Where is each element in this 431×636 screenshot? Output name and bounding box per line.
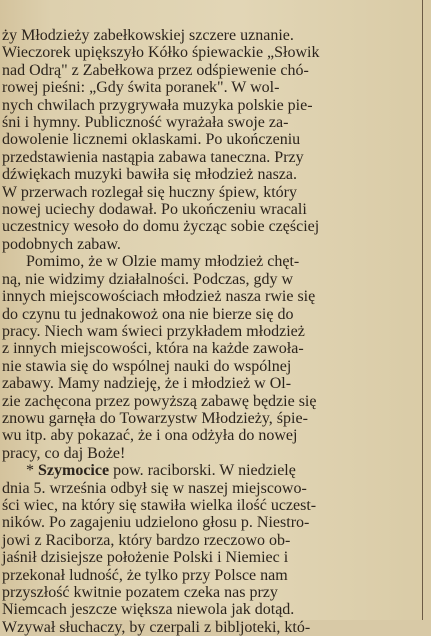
text-line: śni i hymny. Publiczność wyrażała swoje za- bbox=[2, 114, 289, 132]
text-line: dźwiękach muzyki bawiła się młodzież nasza. bbox=[2, 166, 297, 184]
text-line: zie zachęcona przez powyższą zabawę będzie się bbox=[2, 392, 317, 410]
text-line: uczestnicy wesoło do domu życząc sobie częściej bbox=[2, 218, 320, 236]
text-line: dowolenie licznemi oklaskami. Po ukończeniu bbox=[2, 131, 301, 149]
text-line: pracy, co daj Boże! bbox=[2, 444, 126, 462]
text-line-szymocice bbox=[2, 462, 416, 479]
text-line: Wieczorek upiększyło Kółko śpiewackie „Słowik bbox=[2, 44, 320, 62]
text-line: nad Odrą" z Zabełkowa przez odśpiewenie chó- bbox=[2, 61, 309, 79]
column-rule bbox=[422, 0, 423, 620]
text-line: zabawy. Mamy nadzieję, że i młodzież w Ol- bbox=[2, 375, 292, 393]
text-line: podobnych zabaw. bbox=[2, 235, 121, 253]
text-line: nie stawia się do wspólnej nauki do wspólnej bbox=[2, 357, 292, 375]
text-line: ży Młodzieży zabełkowskiej szczere uznanie. bbox=[2, 27, 294, 44]
text-line: wu itp. aby pokazać, że i ona odżyła do nowej bbox=[2, 427, 298, 445]
text-segment: pow. raciborski. W niedzielę bbox=[109, 462, 296, 480]
text-line: do czynu tu jednakowoż ona nie bierze się do bbox=[2, 305, 294, 323]
text-line: przyszłość kwitnie pozatem czeka nas przy bbox=[2, 584, 278, 601]
text-line: Niemcach jeszcze większa niewola jak dotąd. bbox=[2, 601, 295, 619]
text-line: z innych miejscowości, która na każde zawoła- bbox=[2, 340, 304, 358]
bullet-asterisk: * bbox=[26, 462, 38, 480]
article-column bbox=[2, 27, 416, 636]
text-line: ści wiec, na który się stawiła wielka ilość uczest- bbox=[2, 496, 317, 514]
text-line: znowu garnęła do Towarzystw Młodzieży, śpie- bbox=[2, 409, 308, 427]
text-line: przedstawienia nastąpia zabawa taneczna. Przy bbox=[2, 148, 304, 166]
text-line: pracy. Niech wam świeci przykładem młodzież bbox=[2, 322, 305, 340]
text-line: jaśnił dzisiejsze położenie Polski i Niemiec i bbox=[2, 549, 289, 567]
text-line: dnia 5. września odbył się w naszej miejscowo- bbox=[2, 479, 307, 497]
place-name-heading: Szymocice bbox=[38, 462, 110, 480]
text-line: Wzywał słuchaczy, by czerpali z bibljoteki, któ- bbox=[2, 618, 311, 636]
text-line: nych chwilach przygrywała muzyka polskie pie- bbox=[2, 96, 313, 114]
text-line: W przerwach rozlegał się huczny śpiew, który bbox=[2, 183, 297, 201]
text-line: Pomimo, że w Olzie mamy młodzież chęt- bbox=[26, 253, 300, 271]
text-line: przekonał ludność, że tylko przy Polsce nam bbox=[2, 566, 288, 584]
text-line: ną, nie widzimy działalności. Podczas, gdy w bbox=[2, 270, 294, 288]
text-line: innych miejscowościach młodzież nasza rwie się bbox=[2, 288, 316, 306]
text-line: ników. Po zagajeniu udzielono głosu p. Niestro- bbox=[2, 514, 310, 532]
text-line: rowej pieśni: „Gdy świta poranek". W wol- bbox=[2, 79, 280, 97]
text-line: jowi z Raciborza, który bardzo rzeczowo ob- bbox=[2, 531, 291, 549]
text-line: nowej uciechy dodawał. Po ukończeniu wracali bbox=[2, 201, 307, 219]
